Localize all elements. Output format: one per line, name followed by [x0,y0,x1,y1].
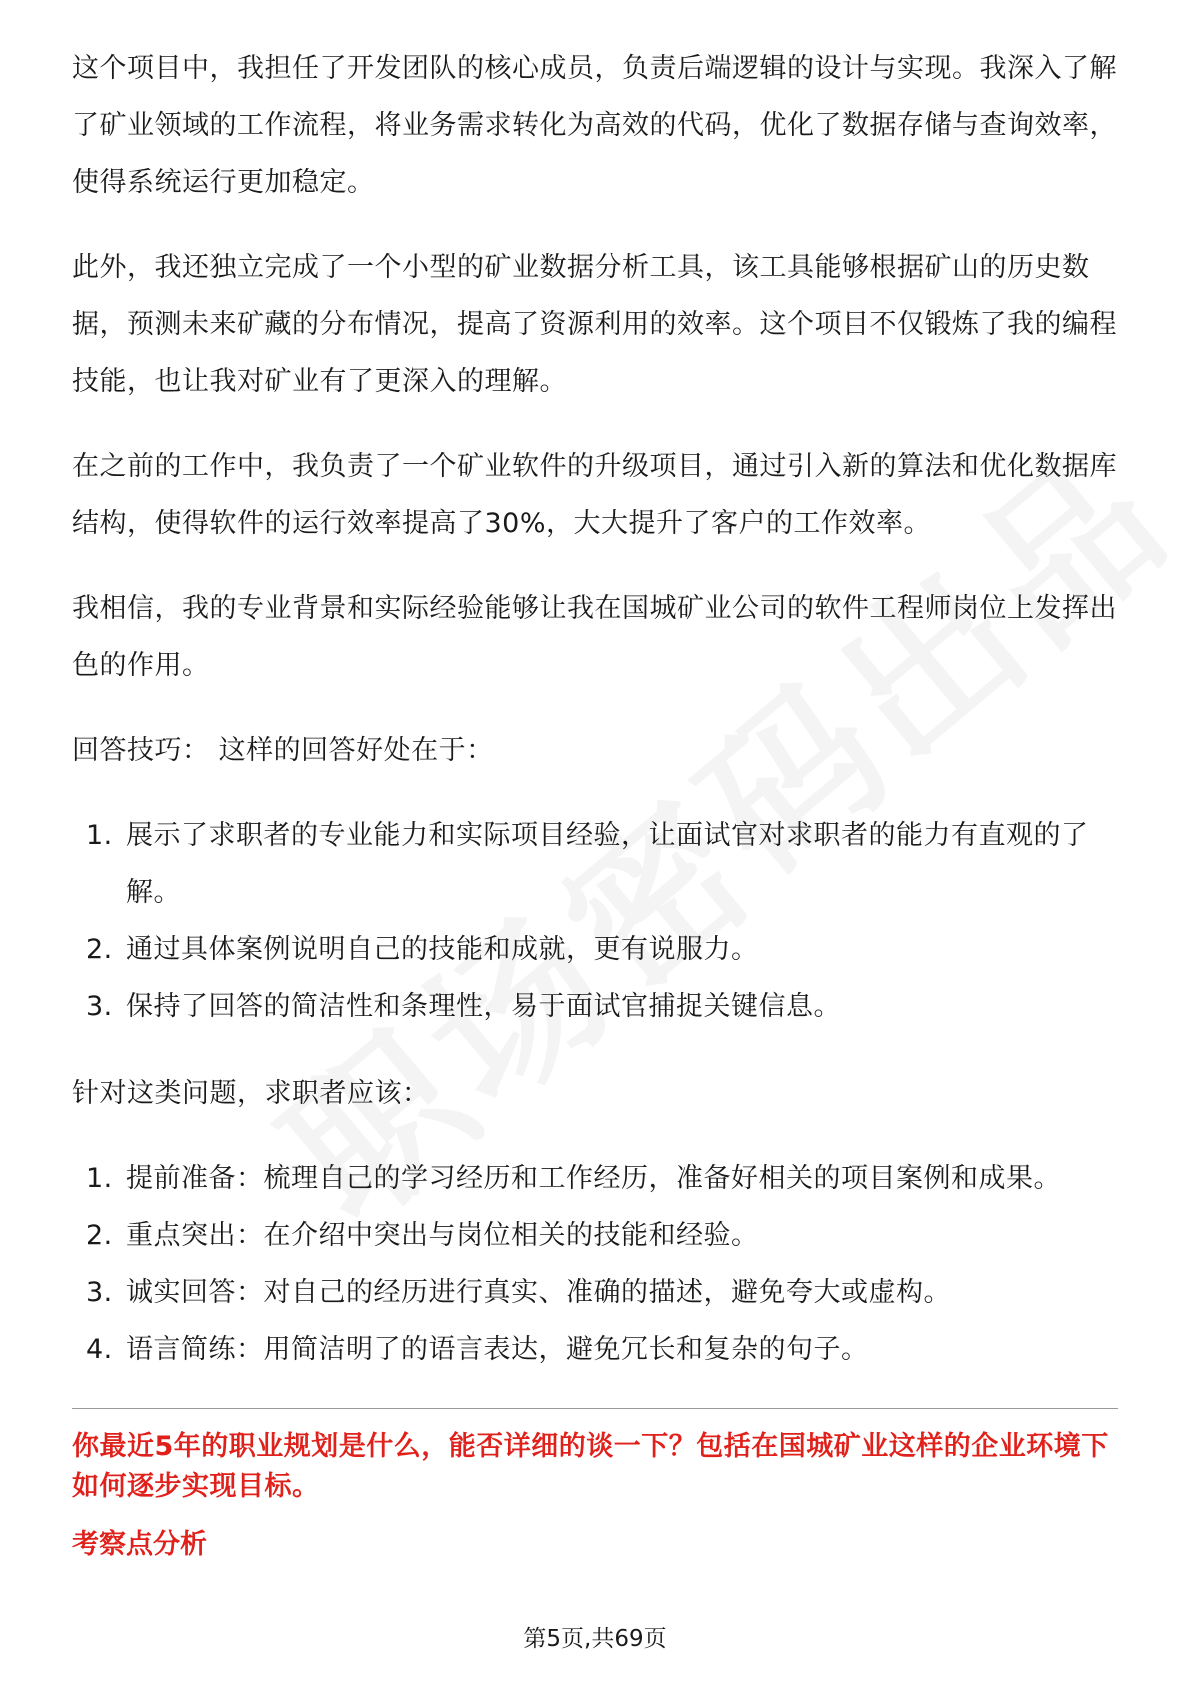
tips-list [72,807,1118,1035]
list-item [72,1207,1118,1264]
paragraph-conclusion: 我相信，我的专业背景和实际经验能够让我在国城矿业公司的软件工程师岗位上发挥出色的作用。 [72,593,1117,681]
tips-heading: 回答技巧： 这样的回答好处在于： [72,735,494,766]
list-number: 4. [86,1334,113,1365]
advice-heading: 针对这类问题，求职者应该： [72,1078,430,1109]
analysis-section-heading: 考察点分析 [72,1529,207,1560]
document-page [72,40,1118,1565]
list-text: 通过具体案例说明自己的技能和成就，更有说服力。 [126,934,759,965]
list-number: 3. [86,1277,113,1308]
list-item [72,1150,1118,1207]
list-item [72,921,1118,978]
page-number-footer: 第5页,共69页 [523,1626,667,1652]
list-number: 2. [86,934,113,965]
list-text: 提前准备：梳理自己的学习经历和工作经历，准备好相关的项目案例和成果。 [126,1163,1061,1194]
list-text: 保持了回答的简洁性和条理性，易于面试官捕捉关键信息。 [126,991,841,1022]
list-number: 1. [86,1163,113,1194]
list-number: 1. [86,820,113,851]
list-item [72,1321,1118,1378]
list-item [72,807,1118,921]
paragraph-upgrade-project: 在之前的工作中，我负责了一个矿业软件的升级项目，通过引入新的算法和优化数据库结构，使得软件的运行效率提高了30%，大大提升了客户的工作效率。 [72,451,1117,539]
list-item [72,1264,1118,1321]
next-question-heading: 你最近5年的职业规划是什么，能否详细的谈一下？包括在国城矿业这样的企业环境下如何逐步实现目标。 [72,1431,1109,1502]
list-text: 重点突出：在介绍中突出与岗位相关的技能和经验。 [126,1220,759,1251]
paragraph-analysis-tool: 此外，我还独立完成了一个小型的矿业数据分析工具，该工具能够根据矿山的历史数据，预测未来矿藏的分布情况，提高了资源利用的效率。这个项目不仅锻炼了我的编程技能，也让我对矿业有了更深入的理解。 [72,252,1117,397]
list-text: 语言简练：用简洁明了的语言表达，避免冗长和复杂的句子。 [126,1334,869,1365]
paragraph-project-role: 这个项目中，我担任了开发团队的核心成员，负责后端逻辑的设计与实现。我深入了解了矿业领域的工作流程，将业务需求转化为高效的代码，优化了数据存储与查询效率，使得系统运行更加稳定。 [72,53,1117,198]
list-number: 3. [86,991,113,1022]
section-divider [72,1408,1118,1409]
list-text: 诚实回答：对自己的经历进行真实、准确的描述，避免夸大或虚构。 [126,1277,951,1308]
list-number: 2. [86,1220,113,1251]
list-text: 展示了求职者的专业能力和实际项目经验，让面试官对求职者的能力有直观的了解。 [126,820,1089,908]
list-item [72,978,1118,1035]
advice-list [72,1150,1118,1378]
